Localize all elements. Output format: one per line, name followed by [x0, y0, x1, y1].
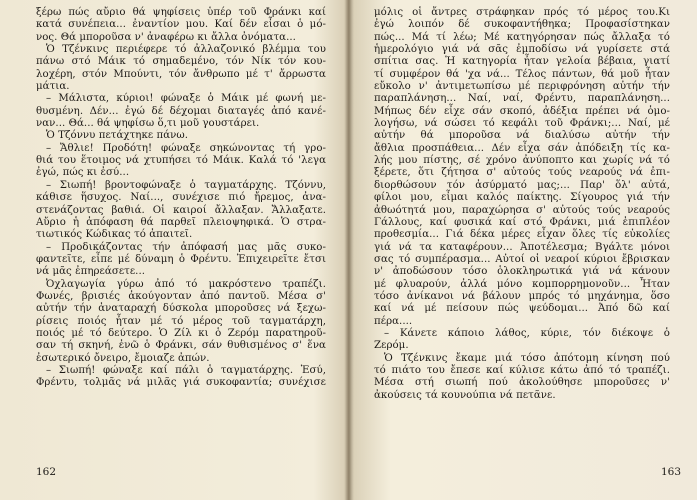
left-page-text: [36, 7, 326, 390]
text-line: φίλοι μου, εἶμαι καλός παίκτης. Σίγουρος γιά τήν: [374, 192, 670, 204]
text-line: θιά του ἕτοιμος νά χτυπήσει τό Μάικ. Καλά τό 'λεγα: [36, 155, 326, 167]
text-line: σπίτια σας. Ἡ κατηγορία ἦταν γελοία βέβαια, γιατί: [374, 56, 670, 68]
text-line: νος. Θά μποροῦσα ν' ἀναφέρω κι ἄλλα ὀνόματα...: [36, 31, 296, 43]
left-page-number: 162: [36, 466, 57, 478]
text-line: μέ φλυαρούν, ἀλλά μόνο κομπορρημονοῦν... Ἦταν: [374, 278, 670, 290]
text-line: ἡμερολόγιο γιά νά σᾶς ἐμποδίσω νά γυρίσετε στά: [374, 44, 670, 56]
text-line: εὔκολο ν' ἀντιμετωπίσω μέ περιφρόνηση αὐτήν τήν: [374, 81, 670, 93]
text-line: κάθισε ἥσυχος. Ναί..., συνέχισε πιό ἤρεμος, ἀνα-: [36, 192, 326, 204]
text-line: ἐγώ, πώς κι ἐσύ...: [36, 167, 130, 179]
text-line: – Μάλιστα, κύριοι! φώναξε ὁ Μάικ μέ φωνή με-: [46, 93, 326, 105]
text-line: Μέσα στή σιωπή πού ἀκολούθησε μποροῦσες ν': [374, 377, 670, 389]
text-line: ρίσεις ποιός ἦταν μέ τό μέρος τοῦ ταγματάρχη,: [36, 315, 326, 327]
text-line: καί νά μέ πείσουν πώς ψεύδομαι... Ἀπό δῶ καί: [374, 303, 670, 315]
text-line: μόλις οἱ ἄντρες στράφηκαν πρός τό μέρος του.Κι: [374, 7, 670, 18]
text-line: λής μου πίστης, σέ χρόνο ἀνύποπτο και χωρίς νά τό: [374, 155, 670, 167]
text-line: μάτια.: [36, 81, 70, 93]
text-line: – Προδικάζοντας τήν ἀπόφασή μας μᾶς συκο-: [46, 241, 326, 253]
text-line: Μήπως δέν εἶχε σάν σκοπό, ἀδέξια πρέπει νά ὁμο-: [374, 105, 670, 117]
text-line: Ὀχλαγωγία γύρω ἀπό τό μακρόστενο τραπέζι.: [46, 278, 326, 290]
text-line: τό πιάτο του ἔπεσε καί κύλισε κάτω ἀπό τό τραπέζι.: [374, 364, 670, 376]
text-line: τί συμφέρον θά 'χα νά... Τέλος πάντων, θά μοῦ ἦταν: [374, 68, 670, 80]
text-line: ἀθωότητά μου, παραχώρησα σ' αὐτούς τούς νεαρούς: [374, 204, 670, 216]
text-line: νά μᾶς ἐπηρεάσετε...: [36, 266, 146, 278]
text-line: στενάζοντας βαθιά. Οἱ καιροί ἄλλαξαν. Ἄλλαξατε.: [36, 204, 326, 216]
right-page-text: [374, 7, 670, 402]
text-line: ναν... Θά... θά ψηφίσω ὅ,τι μοῦ γουστάρει.: [36, 118, 260, 130]
text-line: σας τό συμπέρασμα... Αὐτοί οἱ νεαροί κύριοι ἔβρισκαν: [374, 253, 670, 265]
text-line: Αὔριο ἡ ἀπόφαση θά παρθεῖ πλειοψηφικά. Ὁ στρα-: [36, 216, 326, 228]
text-line: ἀκούσεις τά κουνούπια νά πετᾶνε.: [374, 389, 556, 401]
text-line: Φωνές, βρισιές ἀκούγονταν ἀπό παντοῦ. Μέσα σ': [36, 290, 326, 302]
text-line: Ὁ Τζόννυ πετάχτηκε πάνω.: [46, 130, 189, 142]
text-line: ἐσωτερικό ὄνειρο, ἔμοιαζε ἀπών.: [36, 352, 210, 364]
text-line: ἐγώ λοιπόν δέ συκοφαντήθηκα; Προφασίστηκαν: [374, 19, 670, 31]
text-line: τόσο ἀνίκανοι νά βάλουν μπρός τό μηχάνημα, ὅσο: [374, 290, 670, 302]
right-page-number: 163: [661, 466, 682, 478]
text-line: παραπλάνηση... Ναί, ναί, Φρέντυ, παραπλάνηση...: [374, 93, 670, 105]
text-line: προθεσμία... Γιά δέκα μέρες εἶχαν ὅλες τίς εὐκολίες: [374, 229, 670, 241]
text-line: λοχέρη, στόν Μπούντι, τόν ἄνθρωπο μέ τ' ἄρρωστα: [36, 68, 326, 80]
text-line: – Ἄθλιε! Προδότη! φώναξε σηκώνοντας τή γρο-: [46, 142, 326, 154]
text-line: φαντεῖτε, εἶπε μέ δύναμη ὁ Φρέντυ. Ἐπιχειρεῖτε ἔτσι: [36, 253, 326, 265]
text-line: – Σιωπή! βροντοφώναξε ὁ ταγματάρχης. Τζόννυ,: [46, 179, 326, 191]
text-line: ποιός μέ τό δεύτερο. Ὁ Ζίλ κι ὁ Ζερόμ παρατηροῦ-: [36, 327, 326, 339]
text-line: Γάλλους, καί φυσικά καί στό Φράνκι, μιά ἐπιπλέον: [374, 216, 670, 228]
text-line: αὐτήν τήν ἀναταραχή δύσκολα μποροῦσες νά ξεχω-: [36, 303, 326, 315]
text-line: – Σιωπή! φώναξε καί πάλι ὁ ταγματάρχης. Ἐσύ,: [46, 364, 326, 376]
text-line: πέρα....: [374, 315, 413, 327]
text-line: λογήσω, νά σώσει τό κεφάλι τοῦ Φράνκι;... Ναί, μέ: [374, 118, 670, 130]
text-line: ἄθλια προσπάθεια... Δέν εἶχα σάν ἀπόδειξη τίς κα-: [374, 142, 670, 154]
text-line: ξέρετε, ὅτι ζήτησα σ' αὐτούς τούς νεαρούς νά ἐπι-: [374, 167, 670, 179]
text-line: σαν τή σκηνή, ἐνῶ ὁ Φράνκι, σάν θυθισμένος σ' ἕνα: [36, 340, 326, 352]
text-line: ξέρω πώς αὔριο θά ψηφίσεις ὑπέρ τοῦ Φράνκι καί: [36, 7, 326, 18]
text-line: διορθώσουν τόν ἀσύρματό μας;... Παρ' ὅλ' αὐτά,: [374, 179, 670, 191]
right-page: [349, 0, 697, 500]
text-line: ν' ἀποδώσουν τόσο ὁλοκληρωτικά γιά νά κάνουν: [374, 266, 670, 278]
text-line: Ὁ Τζένκινς ἔκαμε μιά τόσο ἀπότομη κίνηση πού: [384, 352, 670, 364]
text-line: – Κάνετε κάποιο λάθος, κύριε, τόν διέκοψε ὁ: [384, 327, 670, 339]
text-line: γιά νά τα καταφέρουν... Ἀποτέλεσμα; Βγάλτε μόνοι: [374, 241, 670, 253]
text-line: θυσμένη. Δέν... ἐγώ δέ δέχομαι διαταγές ἀπό κανέ-: [36, 105, 326, 117]
text-line: αὐτήν θά μποροῦσα νά διαλύσω αὐτήν τήν: [374, 130, 670, 142]
text-line: Φρέντυ, τολμᾶς νά μιλᾶς γιά συκοφαντία; συνέχισε: [36, 377, 326, 389]
text-line: πώς... Μά τί λέω; Μέ κατηγόρησαν πώς ἄλλαξα τό: [374, 31, 670, 43]
text-line: πάνω στό Μάικ τό σημαδεμένο, τόν Νίκ τόν κου-: [36, 56, 326, 68]
text-line: Ζερόμ.: [374, 340, 409, 352]
text-line: τιωτικός Κώδικας τό ἀπαιτεῖ.: [36, 229, 193, 241]
text-line: Ὁ Τζένκινς περιέφερε τό ἀλλαζονικό βλέμμα του: [46, 44, 326, 56]
text-line: κατά συνέπεια... ἐναντίον μου. Καί δέν εἶσαι ὁ μό-: [36, 19, 326, 31]
